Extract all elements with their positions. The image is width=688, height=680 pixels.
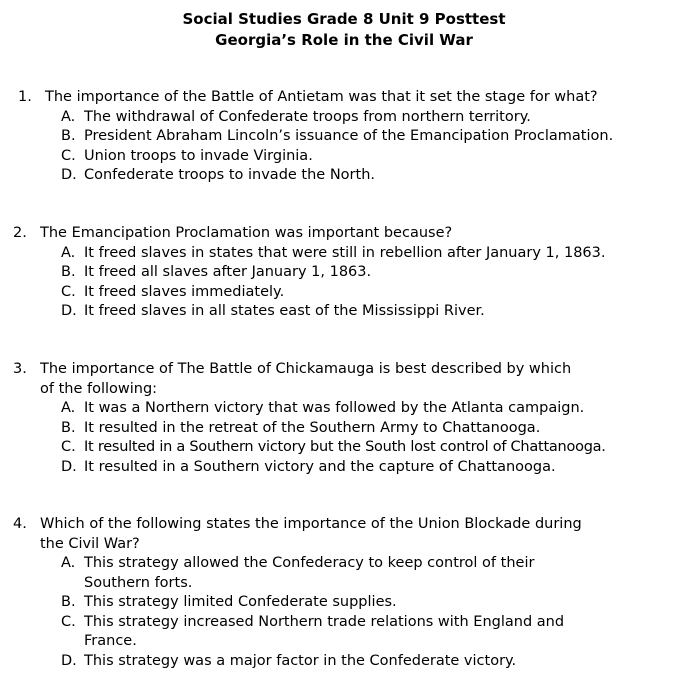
document-title: Social Studies Grade 8 Unit 9 Posttest [182, 10, 506, 28]
question-text: Which of the following states the importance of the Union Blockade during [40, 516, 582, 532]
option-text: It freed all slaves after January 1, 1863. [84, 264, 372, 280]
option-text: Confederate troops to invade the North. [84, 167, 375, 183]
answer-option-a[interactable] [0, 108, 688, 128]
option-letter: A. [61, 400, 76, 416]
option-text-continued: France. [84, 633, 137, 649]
option-letter: A. [61, 555, 76, 571]
option-text: It resulted in a Southern victory but the South lost control of Chattanooga. [84, 439, 606, 455]
option-text: President Abraham Lincoln’s issuance of the Emancipation Proclamation. [84, 128, 614, 144]
question-2 [0, 224, 688, 322]
answer-option-c[interactable] [0, 283, 688, 303]
answer-option-a[interactable] [0, 554, 688, 593]
answer-option-c[interactable] [0, 613, 688, 652]
answer-option-b[interactable] [0, 127, 688, 147]
option-letter: C. [61, 613, 76, 630]
option-letter: A. [61, 244, 76, 261]
question-text: The Emancipation Proclamation was important because? [40, 225, 453, 241]
option-text: It resulted in a Southern victory and the capture of Chattanooga. [84, 458, 556, 475]
option-letter: D. [61, 458, 77, 475]
answer-option-d[interactable] [0, 166, 688, 186]
option-letter: D. [61, 652, 77, 669]
option-text: The withdrawal of Confederate troops from northern territory. [84, 108, 531, 125]
option-text: This strategy allowed the Confederacy to keep control of their [84, 555, 535, 571]
question-4 [0, 515, 688, 671]
option-text-continued: Southern forts. [84, 574, 193, 591]
answer-option-c[interactable] [0, 438, 688, 458]
option-letter: B. [61, 128, 76, 144]
answer-option-c[interactable] [0, 147, 688, 167]
question-number: 3. [13, 361, 27, 377]
answer-option-d[interactable] [0, 302, 688, 322]
option-text: This strategy was a major factor in the Confederate victory. [84, 652, 517, 669]
question-number: 2. [13, 225, 27, 241]
answer-option-d[interactable] [0, 652, 688, 672]
option-letter: B. [61, 264, 76, 280]
answer-option-b[interactable] [0, 263, 688, 283]
option-letter: D. [61, 303, 77, 319]
option-letter: C. [61, 283, 76, 300]
question-text-continued: of the following: [40, 380, 158, 397]
question-number: 1. [18, 89, 32, 105]
answer-option-d[interactable] [0, 458, 688, 478]
option-letter: A. [61, 108, 76, 125]
option-letter: C. [61, 147, 76, 164]
document-subtitle: Georgia’s Role in the Civil War [215, 31, 473, 49]
option-text: It freed slaves in all states east of the Mississippi River. [84, 303, 485, 319]
answer-option-a[interactable] [0, 244, 688, 264]
option-letter: B. [61, 594, 76, 610]
question-text-continued: the Civil War? [40, 535, 140, 552]
answer-option-a[interactable] [0, 399, 688, 419]
option-text: This strategy limited Confederate supplies. [84, 594, 397, 610]
question-text: The importance of the Battle of Antietam was that it set the stage for what? [45, 89, 598, 105]
option-letter: B. [61, 419, 76, 436]
answer-option-b[interactable] [0, 419, 688, 439]
option-text: It freed slaves immediately. [84, 283, 285, 300]
option-text: It was a Northern victory that was followed by the Atlanta campaign. [84, 400, 585, 416]
option-text: It freed slaves in states that were still in rebellion after January 1, 1863. [84, 244, 606, 261]
option-text: This strategy increased Northern trade relations with England and [84, 613, 565, 630]
option-letter: D. [61, 167, 77, 183]
answer-option-b[interactable] [0, 593, 688, 613]
question-3 [0, 360, 688, 477]
option-text: Union troops to invade Virginia. [84, 147, 313, 164]
option-text: It resulted in the retreat of the Southern Army to Chattanooga. [84, 419, 541, 436]
question-text: The importance of The Battle of Chickamauga is best described by which [40, 361, 572, 377]
question-1 [0, 88, 688, 186]
option-letter: C. [61, 439, 76, 455]
question-number: 4. [13, 516, 27, 532]
